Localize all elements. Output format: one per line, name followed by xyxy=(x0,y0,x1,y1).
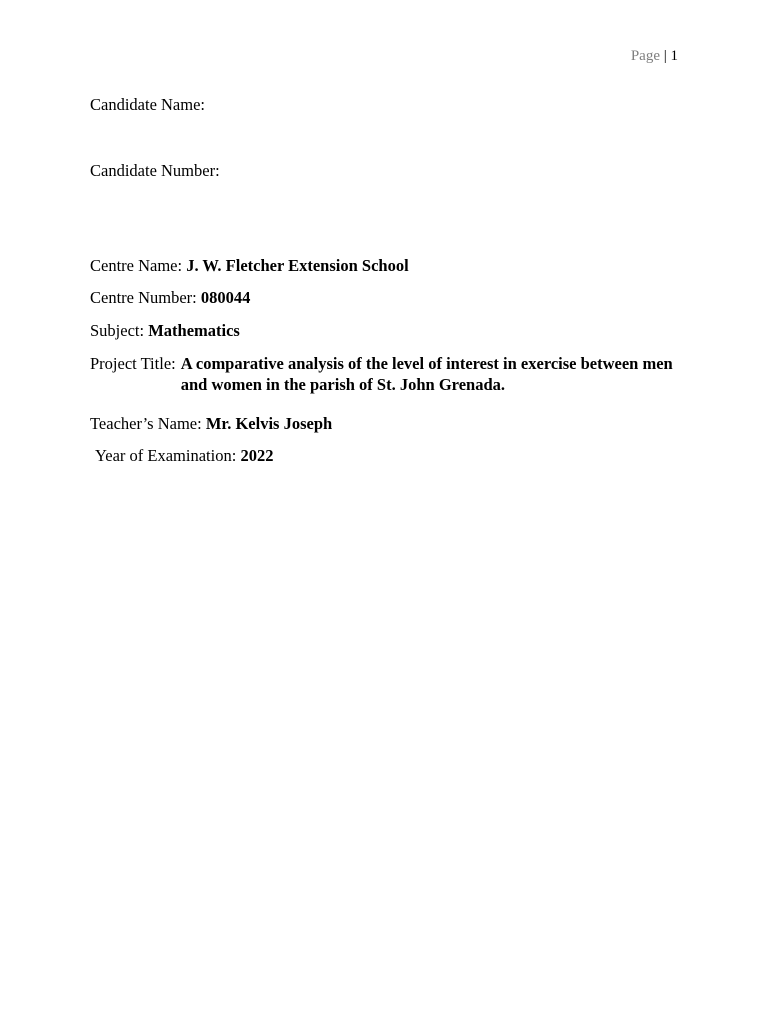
project-title-value: A comparative analysis of the level of interest in exercise between men and women in the parish of St. John Grenada. xyxy=(180,354,673,394)
exam-year-value: 2022 xyxy=(240,446,274,465)
centre-name-line xyxy=(90,255,409,276)
candidate-name-line xyxy=(90,94,205,115)
exam-year-label: Year of Examination: xyxy=(95,446,241,465)
subject-label: Subject: xyxy=(90,321,149,340)
teacher-name-value: Mr. Kelvis Joseph xyxy=(205,414,333,433)
centre-name-label: Centre Name: xyxy=(90,256,187,275)
subject-value: Mathematics xyxy=(148,321,240,340)
project-title-label: Project Title: xyxy=(90,354,176,373)
page-label: Page xyxy=(630,48,660,64)
centre-number-value: 080044 xyxy=(200,288,251,307)
centre-name-value: J. W. Fletcher Extension School xyxy=(186,256,409,275)
candidate-number-label: Candidate Number: xyxy=(90,161,220,180)
subject-line xyxy=(90,320,240,341)
page-separator: | xyxy=(663,48,667,64)
teacher-name-label: Teacher’s Name: xyxy=(90,414,206,433)
centre-number-line xyxy=(90,287,250,308)
centre-number-label: Centre Number: xyxy=(90,288,201,307)
candidate-name-label: Candidate Name: xyxy=(90,95,206,114)
teacher-name-line xyxy=(90,413,332,434)
project-title-line xyxy=(90,353,690,395)
candidate-number-line xyxy=(90,160,220,181)
page-header xyxy=(631,47,678,65)
page-number: 1 xyxy=(670,48,678,64)
exam-year-line xyxy=(95,445,273,466)
